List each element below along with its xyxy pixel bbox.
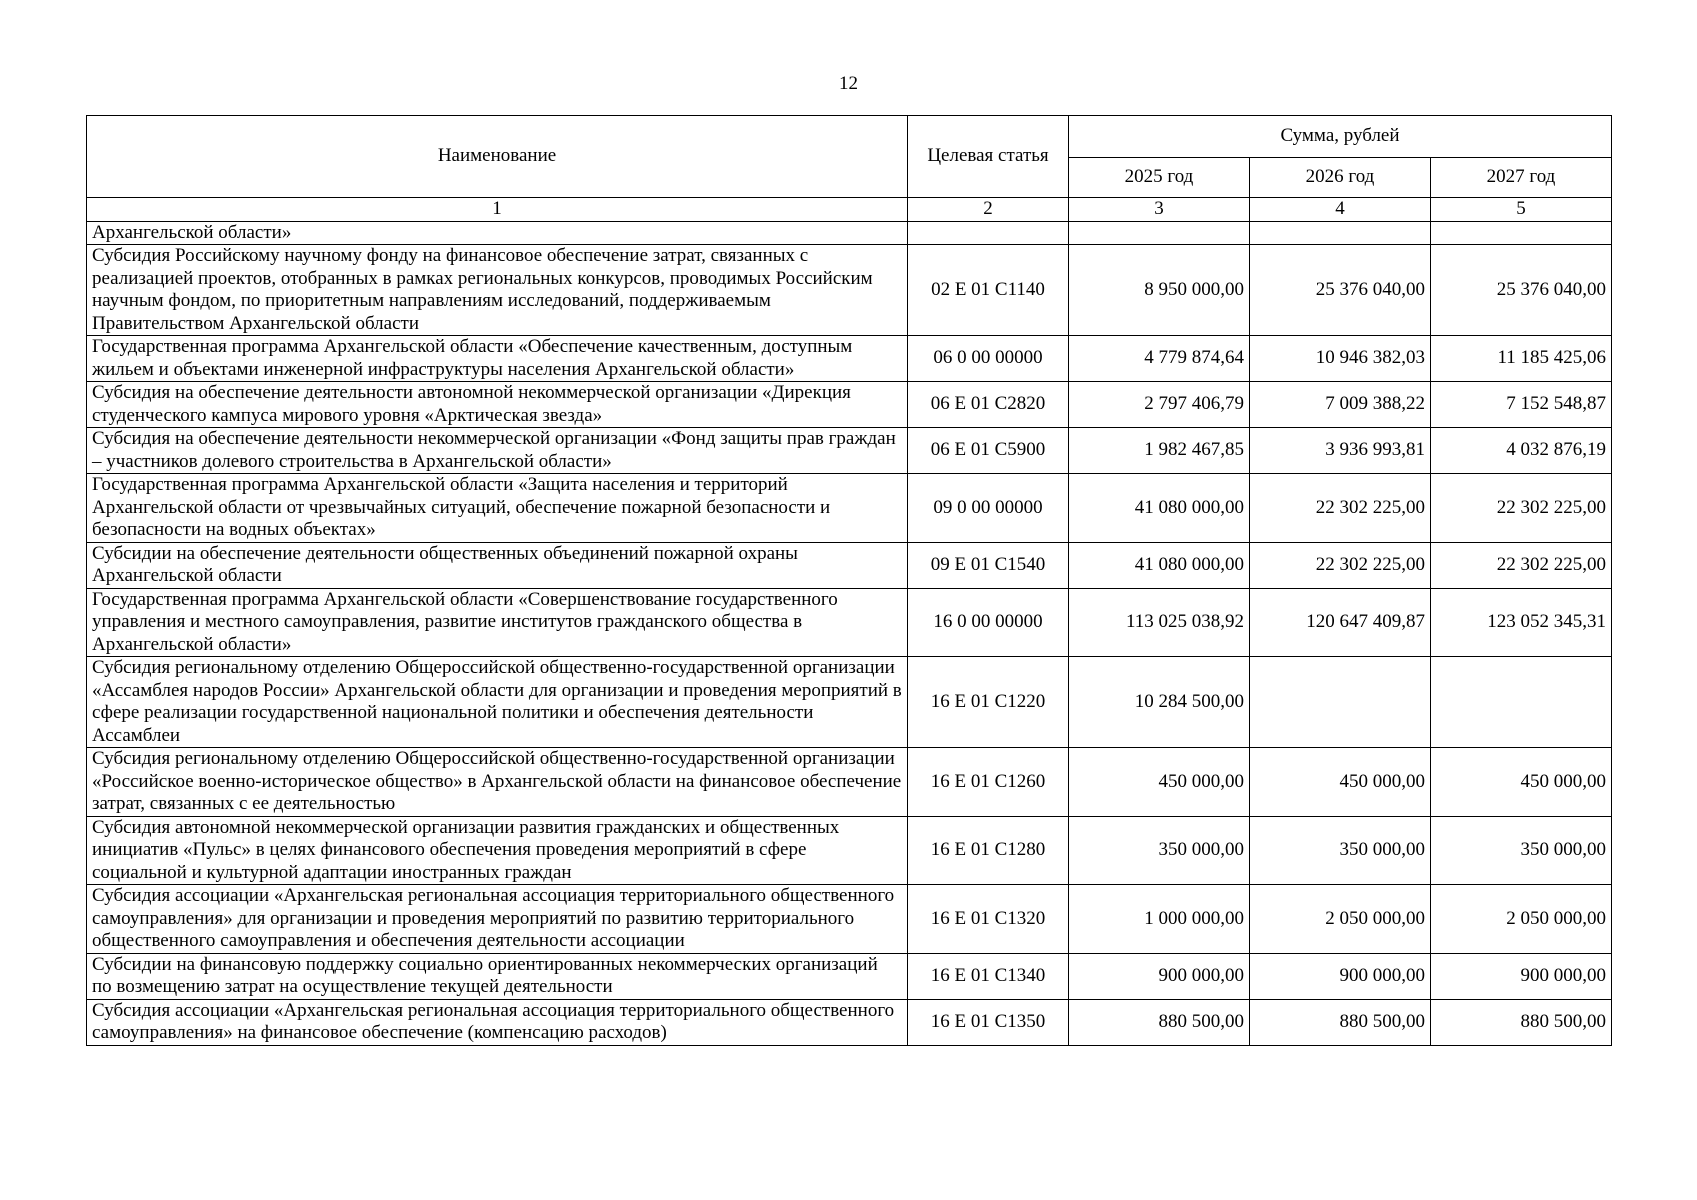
table-row	[87, 428, 1612, 474]
table-row	[87, 474, 1612, 543]
row-2025: 4 779 874,64	[1069, 336, 1250, 382]
table-row	[87, 999, 1612, 1045]
row-code: 16 0 00 00000	[908, 588, 1069, 657]
row-2027	[1431, 221, 1612, 245]
row-name: Субсидия автономной некоммерческой организации развития гражданских и общественных инициатив «Пульс» в целях финансового обеспечения проведения мероприятий в сфере социальной и культурной адаптации иностранных граждан	[87, 816, 908, 885]
row-2026: 880 500,00	[1250, 999, 1431, 1045]
header-year-2025: 2025 год	[1069, 158, 1250, 198]
row-2026: 350 000,00	[1250, 816, 1431, 885]
row-2025: 2 797 406,79	[1069, 382, 1250, 428]
row-name: Субсидия ассоциации «Архангельская региональная ассоциация территориального общественного самоуправления» на финансовое обеспечение (компенсацию расходов)	[87, 999, 908, 1045]
row-2027: 7 152 548,87	[1431, 382, 1612, 428]
row-code: 09 Е 01 С1540	[908, 542, 1069, 588]
row-2025: 8 950 000,00	[1069, 245, 1250, 336]
row-2025: 350 000,00	[1069, 816, 1250, 885]
row-code: 06 Е 01 С2820	[908, 382, 1069, 428]
row-2027: 25 376 040,00	[1431, 245, 1612, 336]
table-row	[87, 245, 1612, 336]
row-2025: 900 000,00	[1069, 953, 1250, 999]
row-2027	[1431, 657, 1612, 748]
row-2026: 10 946 382,03	[1250, 336, 1431, 382]
row-2026: 2 050 000,00	[1250, 885, 1431, 954]
column-number: 4	[1250, 198, 1431, 222]
row-2027: 880 500,00	[1431, 999, 1612, 1045]
row-2026: 22 302 225,00	[1250, 542, 1431, 588]
row-name: Субсидия на обеспечение деятельности автономной некоммерческой организации «Дирекция студенческого кампуса мирового уровня «Арктическая звезда»	[87, 382, 908, 428]
row-name: Субсидия региональному отделению Общероссийской общественно-государственной организации «Российское военно-историческое общество» в Архангельской области на финансовое обеспечение затрат, связанных с ее деятельностью	[87, 748, 908, 817]
table-row	[87, 221, 1612, 245]
header-name: Наименование	[87, 116, 908, 198]
table-row	[87, 588, 1612, 657]
row-code: 16 Е 01 С1350	[908, 999, 1069, 1045]
row-2026	[1250, 221, 1431, 245]
row-code: 02 Е 01 С1140	[908, 245, 1069, 336]
row-name: Архангельской области»	[87, 221, 908, 245]
row-2026: 900 000,00	[1250, 953, 1431, 999]
row-2027: 123 052 345,31	[1431, 588, 1612, 657]
row-code: 16 Е 01 С1320	[908, 885, 1069, 954]
row-code: 16 Е 01 С1340	[908, 953, 1069, 999]
table-row	[87, 816, 1612, 885]
row-2027: 11 185 425,06	[1431, 336, 1612, 382]
row-name: Субсидия региональному отделению Общероссийской общественно-государственной организации «Ассамблея народов России» Архангельской области для организации и проведения мероприятий в сфере реализации государственной национальной политики и обеспечения деятельности Ассамблеи	[87, 657, 908, 748]
column-number: 2	[908, 198, 1069, 222]
row-2026: 120 647 409,87	[1250, 588, 1431, 657]
row-2025: 1 000 000,00	[1069, 885, 1250, 954]
row-code: 16 Е 01 С1220	[908, 657, 1069, 748]
column-number: 5	[1431, 198, 1612, 222]
row-2026: 22 302 225,00	[1250, 474, 1431, 543]
row-name: Субсидия на обеспечение деятельности некоммерческой организации «Фонд защиты прав граждан – участников долевого строительства в Архангельской области»	[87, 428, 908, 474]
row-2025: 1 982 467,85	[1069, 428, 1250, 474]
row-2025: 41 080 000,00	[1069, 542, 1250, 588]
table-row	[87, 748, 1612, 817]
page-number: 12	[839, 73, 858, 94]
table-row	[87, 657, 1612, 748]
row-name: Государственная программа Архангельской области «Защита населения и территорий Архангельской области от чрезвычайных ситуаций, обеспечение пожарной безопасности и безопасности на водных объектах»	[87, 474, 908, 543]
row-2027: 450 000,00	[1431, 748, 1612, 817]
row-2026	[1250, 657, 1431, 748]
row-code: 16 Е 01 С1260	[908, 748, 1069, 817]
row-2026: 7 009 388,22	[1250, 382, 1431, 428]
header-year-2026: 2026 год	[1250, 158, 1431, 198]
column-number: 1	[87, 198, 908, 222]
row-name: Субсидии на финансовую поддержку социально ориентированных некоммерческих организаций по возмещению затрат на осуществление текущей деятельности	[87, 953, 908, 999]
row-code: 16 Е 01 С1280	[908, 816, 1069, 885]
row-2027: 350 000,00	[1431, 816, 1612, 885]
row-name: Субсидия ассоциации «Архангельская региональная ассоциация территориального общественного самоуправления» для организации и проведения мероприятий по развитию территориального общественного самоуправления и обеспечения деятельности ассоциации	[87, 885, 908, 954]
row-2026: 450 000,00	[1250, 748, 1431, 817]
row-name: Субсидия Российскому научному фонду на финансовое обеспечение затрат, связанных с реализацией проектов, отобранных в рамках региональных конкурсов, проводимых Российским научным фондом, по приоритетным направлениям исследований, поддерживаемым Правительством Архангельской области	[87, 245, 908, 336]
row-name: Субсидии на обеспечение деятельности общественных объединений пожарной охраны Архангельской области	[87, 542, 908, 588]
table-row	[87, 336, 1612, 382]
row-code: 06 Е 01 С5900	[908, 428, 1069, 474]
row-2025: 880 500,00	[1069, 999, 1250, 1045]
row-code: 06 0 00 00000	[908, 336, 1069, 382]
row-2025: 113 025 038,92	[1069, 588, 1250, 657]
row-2026: 25 376 040,00	[1250, 245, 1431, 336]
header-sum: Сумма, рублей	[1069, 116, 1612, 158]
row-2025: 41 080 000,00	[1069, 474, 1250, 543]
table-row	[87, 953, 1612, 999]
row-2025: 450 000,00	[1069, 748, 1250, 817]
row-2026: 3 936 993,81	[1250, 428, 1431, 474]
table-row	[87, 382, 1612, 428]
header-target-article: Целевая статья	[908, 116, 1069, 198]
row-name: Государственная программа Архангельской области «Совершенствование государственного управления и местного самоуправления, развитие институтов гражданского общества в Архангельской области»	[87, 588, 908, 657]
row-2027: 2 050 000,00	[1431, 885, 1612, 954]
column-number: 3	[1069, 198, 1250, 222]
row-2027: 22 302 225,00	[1431, 474, 1612, 543]
table-row	[87, 542, 1612, 588]
row-2027: 22 302 225,00	[1431, 542, 1612, 588]
row-name: Государственная программа Архангельской области «Обеспечение качественным, доступным жильем и объектами инженерной инфраструктуры населения Архангельской области»	[87, 336, 908, 382]
row-2027: 900 000,00	[1431, 953, 1612, 999]
header-year-2027: 2027 год	[1431, 158, 1612, 198]
budget-table	[86, 115, 1612, 1046]
row-2025: 10 284 500,00	[1069, 657, 1250, 748]
row-2027: 4 032 876,19	[1431, 428, 1612, 474]
row-code: 09 0 00 00000	[908, 474, 1069, 543]
row-2025	[1069, 221, 1250, 245]
table-row	[87, 885, 1612, 954]
row-code	[908, 221, 1069, 245]
